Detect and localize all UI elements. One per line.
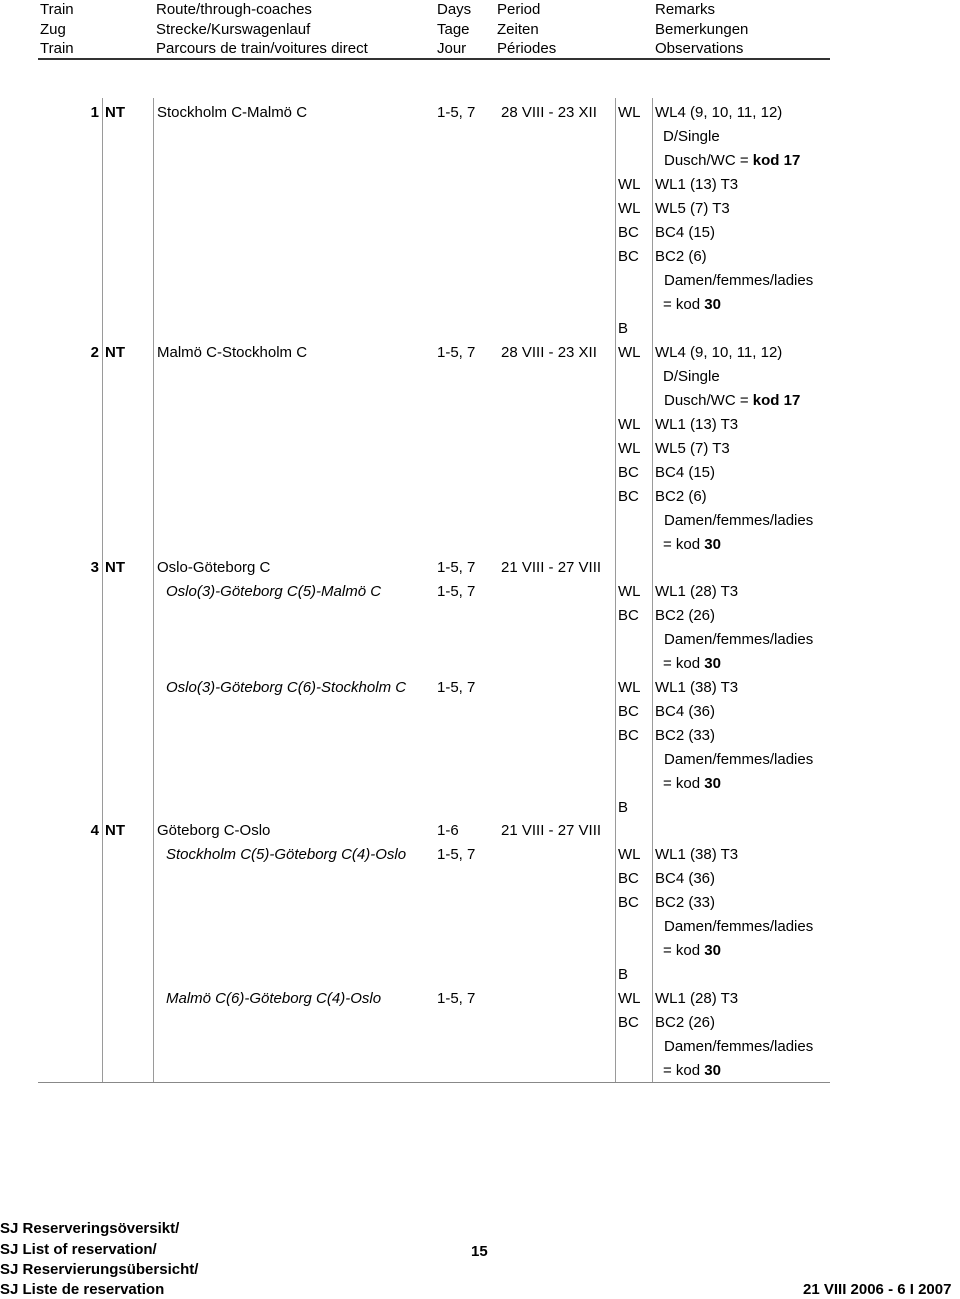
coach-remark	[655, 870, 715, 888]
coach-class: BC	[618, 869, 639, 887]
coach-remark	[655, 1014, 715, 1032]
coach-remark	[655, 488, 707, 506]
grid-line	[153, 98, 154, 1082]
coach-remark	[663, 128, 720, 146]
coach-remark	[664, 392, 800, 410]
header-days	[437, 0, 471, 59]
header-route-fr: Parcours de train/voitures direct	[156, 40, 368, 57]
header-rule	[38, 58, 830, 60]
coach-remark-text: D/Single	[663, 127, 720, 145]
train-number: 2	[90, 344, 99, 361]
header-period-de: Zeiten	[497, 20, 539, 38]
coach-remark	[664, 272, 813, 290]
coach-remark-text: D/Single	[663, 367, 720, 385]
grid-line	[615, 98, 616, 1082]
coach-remark	[655, 248, 707, 266]
footer-date-range: 21 VIII 2006 - 6 I 2007	[803, 1281, 952, 1298]
coach-code: 30	[704, 774, 721, 792]
page-number: 15	[471, 1243, 488, 1260]
coach-class: BC	[618, 463, 639, 481]
coach-remark	[655, 344, 782, 362]
coach-class: BC	[618, 893, 639, 911]
coach-remark-text: = kod	[663, 941, 705, 959]
coach-remark	[655, 416, 738, 434]
coach-remark	[663, 655, 721, 673]
train-period: 28 VIII - 23 XII	[501, 104, 597, 121]
coach-code: kod 17	[752, 151, 801, 169]
train-type: NT	[105, 104, 125, 121]
coach-remark-text: = kod	[663, 774, 705, 792]
coach-class: WL	[618, 415, 641, 433]
coach-remark-text: Damen/femmes/ladies	[664, 630, 814, 648]
coach-code: 30	[704, 654, 721, 672]
header-remarks	[655, 0, 748, 59]
sub-days: 1-5, 7	[437, 582, 476, 600]
coach-class: BC	[618, 223, 639, 241]
coach-remark-text: WL1 (13) T3	[655, 415, 739, 433]
footer-title-3: SJ Reservierungsübersicht/	[0, 1261, 199, 1278]
coach-remark-text: = kod	[663, 1061, 705, 1079]
coach-class: WL	[618, 582, 641, 600]
coach-remark	[655, 990, 738, 1008]
sub-days: 1-5, 7	[437, 845, 476, 863]
header-days-en: Days	[437, 1, 472, 18]
coach-class: WL	[618, 175, 641, 193]
footer-title-2: SJ List of reservation/	[0, 1241, 157, 1258]
grid-line	[102, 98, 103, 1082]
coach-code: kod 17	[752, 391, 801, 409]
coach-class: B	[618, 965, 629, 983]
coach-remark	[663, 536, 721, 554]
train-days: 1-5, 7	[437, 559, 476, 576]
sub-days: 1-5, 7	[437, 678, 476, 696]
grid-line	[652, 98, 653, 1082]
grid-line	[38, 1082, 830, 1083]
train-route: Malmö C-Stockholm C	[157, 344, 308, 361]
coach-remark	[664, 918, 813, 936]
coach-class: WL	[618, 989, 641, 1007]
header-train	[40, 0, 74, 59]
coach-remark-text: = kod	[663, 654, 705, 672]
coach-remark-text: WL5 (7) T3	[655, 439, 730, 457]
coach-class: BC	[618, 606, 639, 624]
coach-remark-text: BC4 (15)	[655, 223, 716, 241]
coach-class: WL	[618, 678, 641, 696]
coach-code: 30	[704, 295, 721, 313]
header-route-de: Strecke/Kurswagenlauf	[156, 20, 311, 38]
coach-remark	[655, 679, 738, 697]
header-train-fr: Train	[40, 40, 74, 57]
coach-class: BC	[618, 726, 639, 744]
coach-code: 30	[704, 941, 721, 959]
coach-class: WL	[618, 344, 641, 361]
header-train-de: Zug	[40, 20, 66, 38]
coach-remark	[664, 512, 813, 530]
coach-remark	[663, 775, 721, 793]
train-type: NT	[105, 344, 125, 361]
train-days: 1-6	[437, 822, 459, 839]
coach-remark-text: = kod	[663, 535, 705, 553]
sub-route: Oslo(3)-Göteborg C(5)-Malmö C	[166, 582, 382, 600]
coach-remark	[664, 1038, 813, 1056]
train-route: Stockholm C-Malmö C	[157, 104, 308, 121]
sub-route: Oslo(3)-Göteborg C(6)-Stockholm C	[166, 678, 407, 696]
coach-remark	[664, 751, 813, 769]
coach-remark	[655, 104, 782, 122]
coach-remark-text: Damen/femmes/ladies	[664, 750, 814, 768]
train-route: Oslo-Göteborg C	[157, 559, 271, 576]
coach-remark	[655, 703, 715, 721]
footer-title-4: SJ Liste de reservation	[0, 1281, 165, 1298]
header-route	[156, 0, 368, 59]
train-days: 1-5, 7	[437, 344, 476, 361]
sub-route: Malmö C(6)-Göteborg C(4)-Oslo	[166, 989, 382, 1007]
coach-remark-text: BC2 (6)	[655, 247, 707, 265]
coach-remark	[655, 607, 715, 625]
coach-remark	[655, 464, 715, 482]
coach-remark-text: WL4 (9, 10, 11, 12)	[655, 104, 783, 121]
train-route: Göteborg C-Oslo	[157, 822, 271, 839]
coach-remark-text: BC2 (26)	[655, 606, 716, 624]
coach-remark-text: BC4 (36)	[655, 869, 716, 887]
train-period: 21 VIII - 27 VIII	[501, 559, 602, 576]
coach-remark-text: WL1 (13) T3	[655, 175, 739, 193]
header-period-fr: Périodes	[497, 40, 557, 57]
train-period: 28 VIII - 23 XII	[501, 344, 597, 361]
header-train-en: Train	[40, 1, 74, 18]
header-route-en: Route/through-coaches	[156, 1, 312, 18]
coach-class: BC	[618, 487, 639, 505]
sub-days: 1-5, 7	[437, 989, 476, 1007]
coach-code: 30	[704, 1061, 721, 1079]
coach-remark	[655, 894, 715, 912]
coach-remark-text: Damen/femmes/ladies	[664, 511, 814, 529]
coach-remark-text: WL4 (9, 10, 11, 12)	[655, 344, 783, 361]
coach-remark	[655, 200, 730, 218]
coach-remark	[655, 176, 738, 194]
coach-remark-text: Damen/femmes/ladies	[664, 917, 814, 935]
header-period	[497, 0, 556, 59]
coach-remark-text: BC4 (36)	[655, 702, 716, 720]
coach-remark	[655, 727, 715, 745]
coach-class: WL	[618, 845, 641, 863]
footer-title-1: SJ Reserveringsöversikt/	[0, 1220, 180, 1237]
header-days-fr: Jour	[437, 40, 467, 57]
coach-class: B	[618, 798, 629, 816]
coach-remark-text: BC4 (15)	[655, 463, 716, 481]
coach-remark	[663, 1062, 721, 1080]
coach-remark-text: WL1 (38) T3	[655, 678, 739, 696]
coach-remark-text: Damen/femmes/ladies	[664, 271, 814, 289]
coach-remark	[664, 631, 813, 649]
train-period: 21 VIII - 27 VIII	[501, 822, 602, 839]
train-type: NT	[105, 822, 125, 839]
header-remarks-en: Remarks	[655, 1, 716, 18]
coach-remark-text: WL5 (7) T3	[655, 199, 730, 217]
header-remarks-de: Bemerkungen	[655, 20, 749, 38]
coach-class: B	[618, 319, 629, 337]
header-remarks-fr: Observations	[655, 40, 744, 57]
coach-code: 30	[704, 535, 721, 553]
header-days-de: Tage	[437, 20, 470, 38]
coach-remark	[663, 296, 721, 314]
coach-class: WL	[618, 104, 641, 121]
train-type: NT	[105, 559, 125, 576]
coach-remark-text: Dusch/WC =	[664, 151, 753, 169]
coach-remark	[664, 152, 800, 170]
header-period-en: Period	[497, 1, 541, 18]
coach-remark-text: Damen/femmes/ladies	[664, 1037, 814, 1055]
coach-remark	[663, 942, 721, 960]
coach-class: BC	[618, 247, 639, 265]
coach-remark	[655, 224, 715, 242]
coach-remark	[663, 368, 720, 386]
coach-class: WL	[618, 199, 641, 217]
coach-class: BC	[618, 1013, 639, 1031]
sub-route: Stockholm C(5)-Göteborg C(4)-Oslo	[166, 845, 407, 863]
coach-remark-text: = kod	[663, 295, 705, 313]
coach-remark-text: BC2 (33)	[655, 893, 716, 911]
coach-remark-text: WL1 (28) T3	[655, 989, 739, 1007]
coach-remark	[655, 440, 730, 458]
coach-remark-text: BC2 (33)	[655, 726, 716, 744]
train-number: 1	[90, 104, 99, 121]
coach-remark	[655, 583, 738, 601]
coach-class: WL	[618, 439, 641, 457]
coach-class: BC	[618, 702, 639, 720]
coach-remark-text: BC2 (6)	[655, 487, 707, 505]
coach-remark-text: Dusch/WC =	[664, 391, 753, 409]
coach-remark-text: WL1 (28) T3	[655, 582, 739, 600]
coach-remark	[655, 846, 738, 864]
train-days: 1-5, 7	[437, 104, 476, 121]
train-number: 3	[90, 559, 99, 576]
coach-remark-text: BC2 (26)	[655, 1013, 716, 1031]
train-number: 4	[90, 822, 99, 839]
coach-remark-text: WL1 (38) T3	[655, 845, 739, 863]
